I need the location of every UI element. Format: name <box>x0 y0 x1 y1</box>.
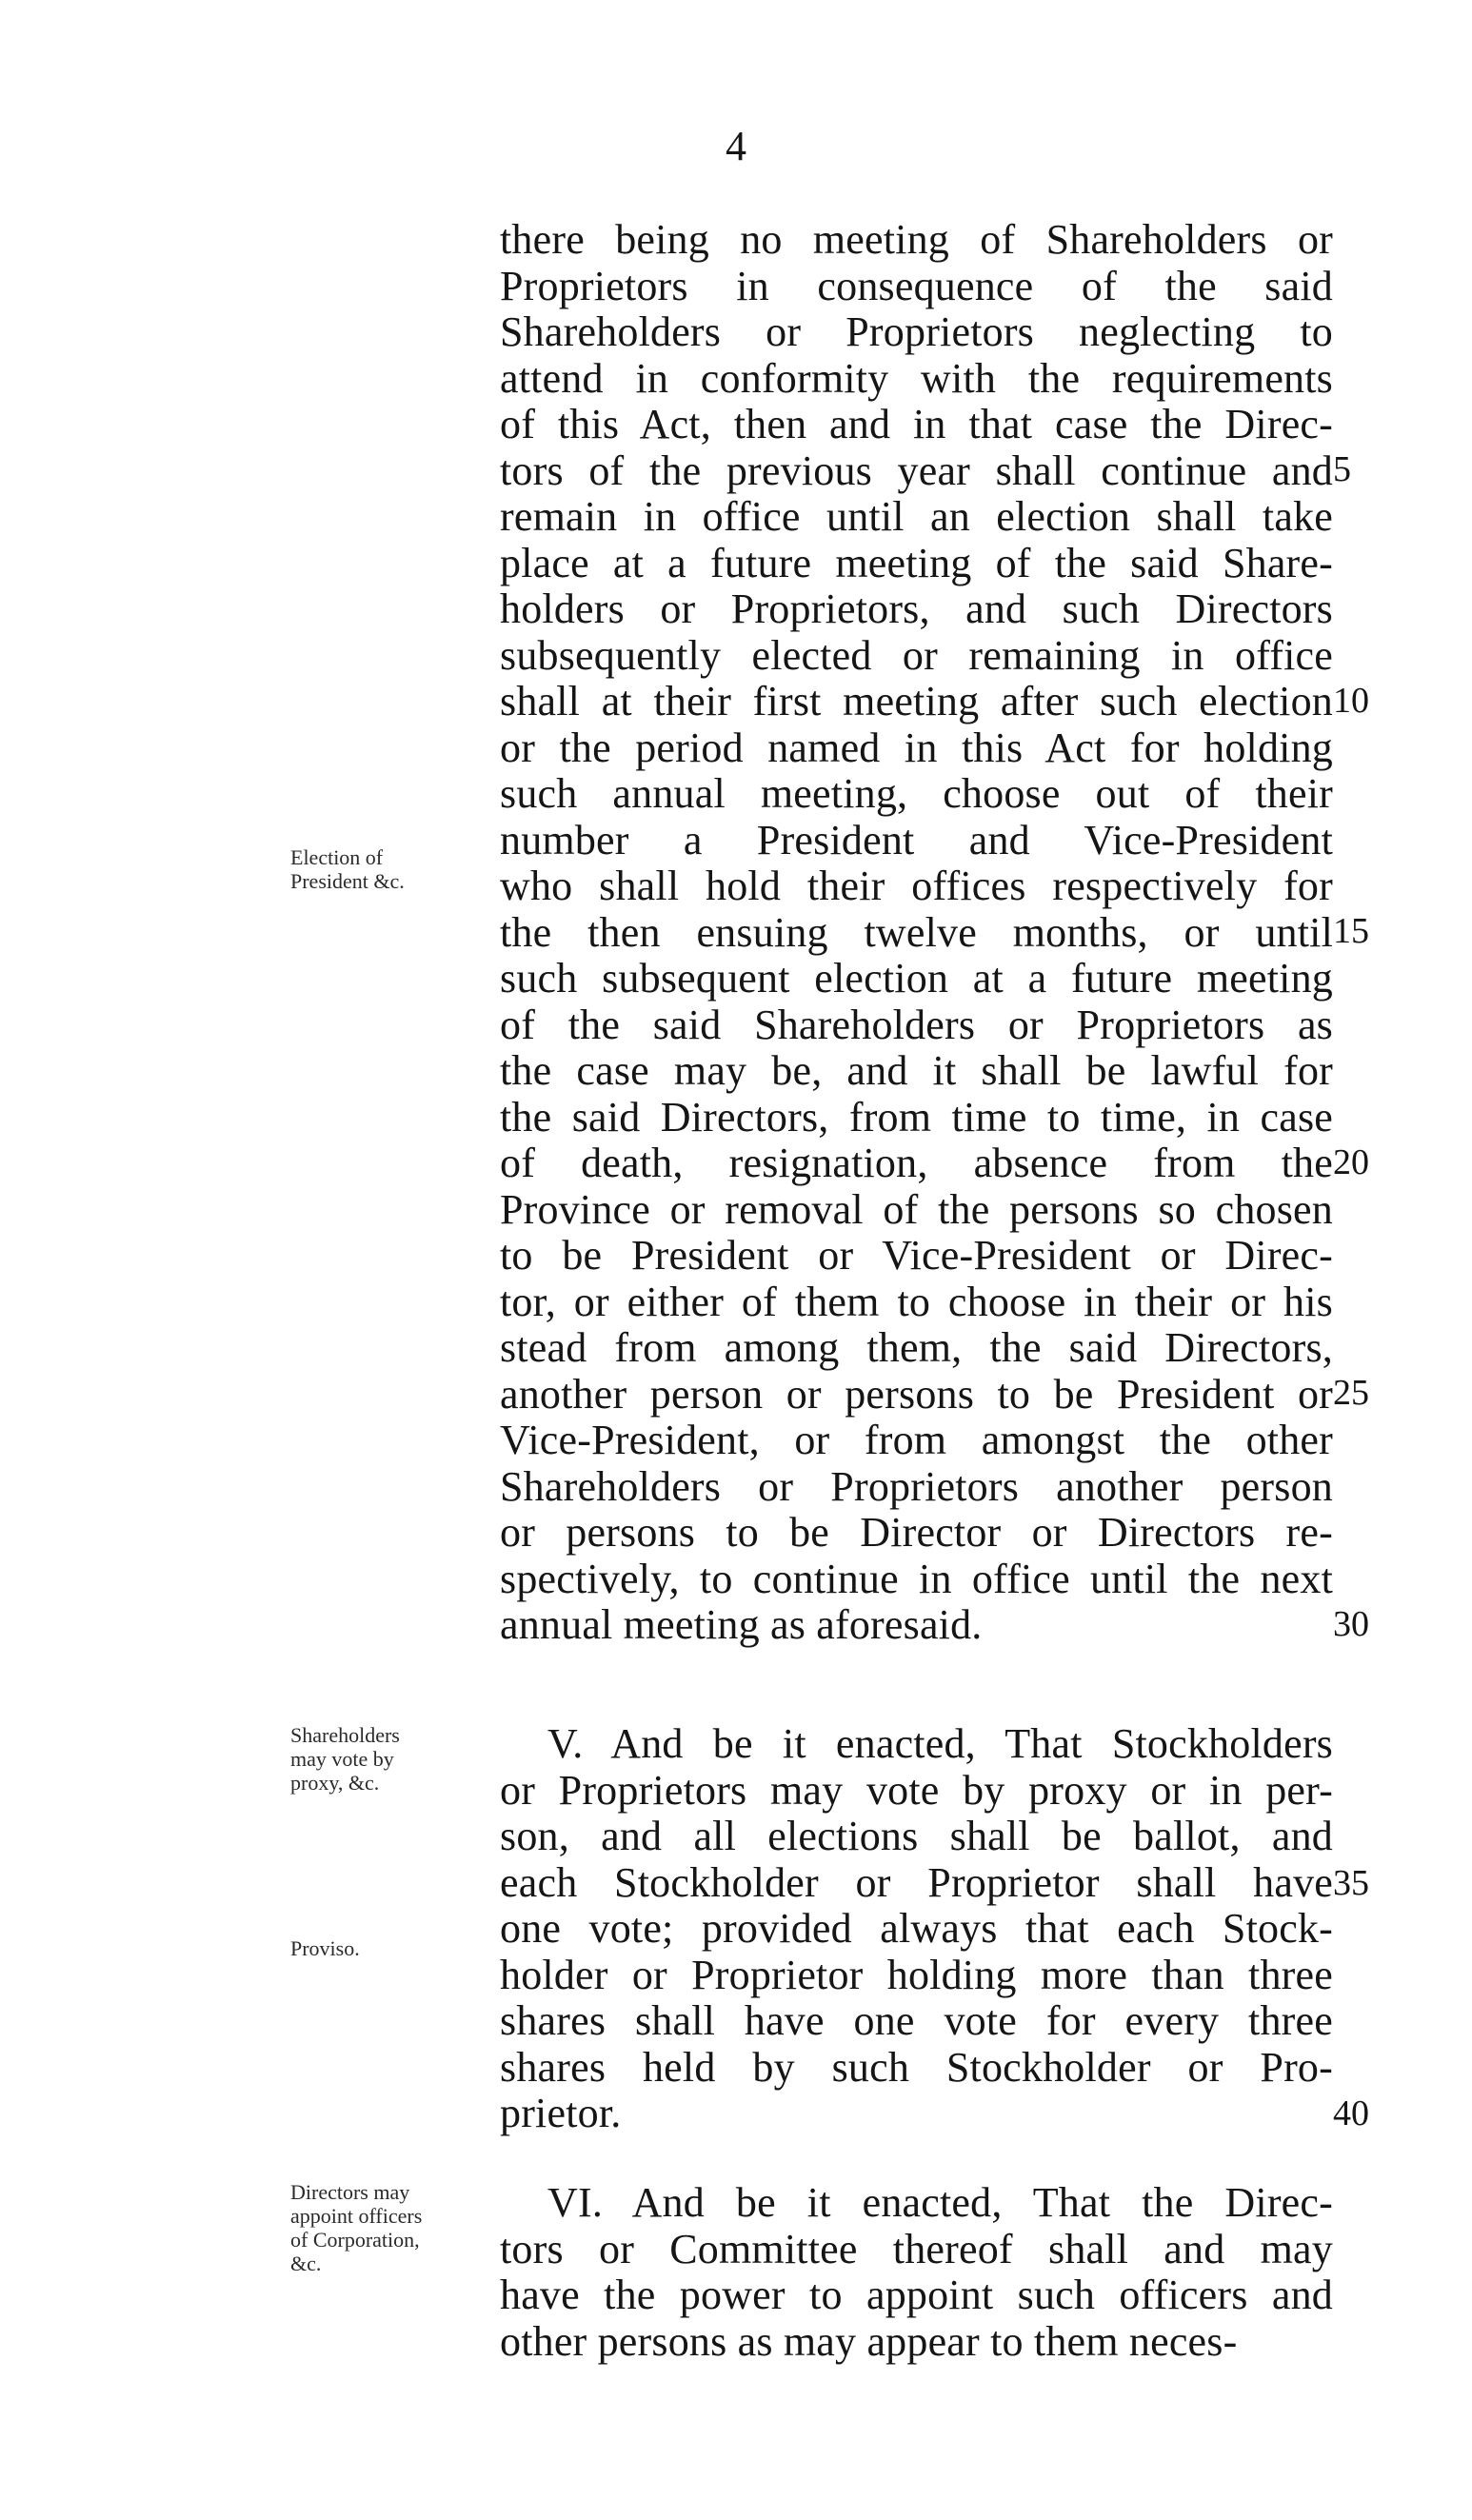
text-line-content: or persons to be Director or Directors re- <box>500 1509 1333 1556</box>
text-line <box>500 402 1333 448</box>
text-line-content: to be President or Vice-President or Direc- <box>500 1232 1333 1279</box>
text-line-content: of this Act, then and in that case the Direc- <box>500 401 1333 447</box>
text-line <box>500 2319 1333 2366</box>
text-line <box>500 586 1333 633</box>
text-line <box>500 1464 1333 1511</box>
text-line-content: Vice-President, or from amongst the other <box>500 1417 1333 1463</box>
text-line <box>500 1768 1333 1815</box>
text-line <box>500 2227 1333 2273</box>
text-line-content: of death, resignation, absence from the <box>500 1140 1333 1186</box>
text-line-content: or the period named in this Act for holding <box>500 724 1333 771</box>
margin-note-election-of-president <box>290 845 490 893</box>
text-line-content: Shareholders or Proprietors neglecting to <box>500 308 1333 355</box>
text-line-content: who shall hold their offices respectively for <box>500 863 1333 909</box>
text-line-content: another person or persons to be President or <box>500 1370 1333 1418</box>
text-line-content: other persons as may appear to them neces- <box>500 2317 1238 2365</box>
text-line <box>500 1814 1333 1860</box>
text-line-content: number a President and Vice-President <box>500 816 1333 863</box>
text-line-content: holders or Proprietors, and such Directors <box>500 585 1333 632</box>
text-line-content: such subsequent election at a future meeting <box>500 955 1333 1002</box>
margin-note-shareholders-proxy <box>290 1723 490 1795</box>
text-line-content: attend in conformity with the requirements <box>500 354 1333 402</box>
margin-note-line: proxy, &c. <box>290 1771 380 1795</box>
text-line <box>500 679 1333 725</box>
text-line-content: such annual meeting, choose out of their <box>500 770 1333 817</box>
text-line-content: annual meeting as aforesaid. <box>500 1601 983 1648</box>
line-number: 15 <box>1333 911 1369 951</box>
text-line <box>500 356 1333 403</box>
text-line-content: tors of the previous year shall continue and <box>500 446 1333 494</box>
margin-note-line: Directors may <box>290 2180 410 2204</box>
text-line-content: VI. And be it enacted, That the Direc- <box>547 2179 1333 2226</box>
text-line <box>500 264 1333 310</box>
text-line-content: Shareholders or Proprietors another person <box>500 1462 1333 1510</box>
text-line-content: tors or Committee thereof shall and may <box>500 2225 1333 2272</box>
text-line <box>500 725 1333 772</box>
margin-note-proviso <box>290 1936 490 1960</box>
text-line <box>500 309 1333 356</box>
text-line <box>500 910 1333 957</box>
text-line <box>500 956 1333 1002</box>
margin-note-line: Election of <box>290 845 384 869</box>
line-number: 40 <box>1333 2093 1369 2133</box>
line-number: 25 <box>1333 1373 1369 1413</box>
section-v-paragraph <box>500 1721 1333 2137</box>
text-line <box>500 1998 1333 2045</box>
text-line-content: of the said Shareholders or Proprietors as <box>500 1001 1333 1048</box>
text-line-content: each Stockholder or Proprietor shall have <box>500 1858 1333 1906</box>
text-line <box>500 1141 1333 1187</box>
text-line <box>500 1510 1333 1557</box>
text-line-content: the said Directors, from time to time, in case <box>500 1093 1333 1141</box>
text-line <box>500 1860 1333 1907</box>
text-line-content: there being no meeting of Shareholders or <box>500 216 1333 263</box>
text-line-content: tor, or either of them to choose in their or his <box>500 1278 1333 1325</box>
paragraph-continuation <box>500 217 1333 1649</box>
text-line-content: prietor. <box>500 2090 622 2136</box>
text-line-content: one vote; provided always that each Stock- <box>500 1905 1333 1952</box>
text-line <box>500 818 1333 864</box>
text-line <box>500 1557 1333 1603</box>
text-line <box>500 771 1333 818</box>
text-line-content: or Proprietors may vote by proxy or in per- <box>500 1766 1333 1814</box>
text-line <box>500 1721 1333 1768</box>
margin-note-directors-appoint-officers <box>290 2180 490 2275</box>
text-line-content: shares shall have one vote for every three <box>500 1997 1333 2044</box>
text-line-content: have the power to appoint such officers and <box>500 2272 1333 2318</box>
text-line <box>500 2180 1333 2227</box>
margin-note-line: may vote by <box>290 1747 394 1771</box>
text-line <box>500 1233 1333 1280</box>
text-line <box>500 1095 1333 1141</box>
text-line <box>500 494 1333 541</box>
text-line <box>500 1906 1333 1953</box>
text-line-content: the case may be, and it shall be lawful for <box>500 1047 1333 1094</box>
text-line <box>500 217 1333 264</box>
text-line-content: Proprietors in consequence of the said <box>500 262 1333 309</box>
text-line <box>500 1280 1333 1326</box>
text-line <box>500 2091 1333 2137</box>
text-line <box>500 1187 1333 1234</box>
text-line <box>500 633 1333 680</box>
line-number: 20 <box>1333 1142 1369 1182</box>
page-number: 4 <box>726 123 746 169</box>
text-line <box>500 1372 1333 1419</box>
text-line <box>500 1953 1333 1999</box>
text-line-content: stead from among them, the said Directors, <box>500 1324 1333 1371</box>
line-number: 5 <box>1333 449 1351 489</box>
margin-note-line: President &c. <box>290 869 405 893</box>
text-line-content: Province or removal of the persons so chosen <box>500 1185 1333 1233</box>
text-line <box>500 1002 1333 1049</box>
line-number: 10 <box>1333 681 1369 721</box>
margin-note-line: Shareholders <box>290 1723 400 1747</box>
line-number: 30 <box>1333 1604 1369 1644</box>
text-line-content: subsequently elected or remaining in office <box>500 631 1333 679</box>
section-vi-paragraph <box>500 2180 1333 2365</box>
text-line <box>500 863 1333 910</box>
text-line <box>500 2045 1333 2092</box>
text-line-content: shall at their first meeting after such election <box>500 678 1333 724</box>
text-line-content: V. And be it enacted, That Stockholders <box>547 1720 1333 1767</box>
margin-note-line: Proviso. <box>290 1936 360 1960</box>
text-line-content: remain in office until an election shall take <box>500 493 1333 540</box>
text-line <box>500 1418 1333 1464</box>
text-line <box>500 2272 1333 2319</box>
text-line-content: the then ensuing twelve months, or until <box>500 908 1333 956</box>
text-line <box>500 1048 1333 1095</box>
text-line-content: place at a future meeting of the said Share- <box>500 539 1333 586</box>
text-line <box>500 1325 1333 1372</box>
margin-note-line: of Corporation, <box>290 2228 420 2252</box>
margin-note-line: &c. <box>290 2252 322 2275</box>
text-line-content: spectively, to continue in office until the next <box>500 1555 1333 1602</box>
text-line <box>500 541 1333 587</box>
text-line-content: shares held by such Stockholder or Pro- <box>500 2043 1333 2091</box>
text-line-content: son, and all elections shall be ballot, and <box>500 1813 1333 1859</box>
text-line <box>500 1602 1333 1649</box>
text-line-content: holder or Proprietor holding more than three <box>500 1951 1333 1998</box>
line-number: 35 <box>1333 1863 1369 1903</box>
margin-note-line: appoint officers <box>290 2204 423 2228</box>
text-line <box>500 448 1333 495</box>
